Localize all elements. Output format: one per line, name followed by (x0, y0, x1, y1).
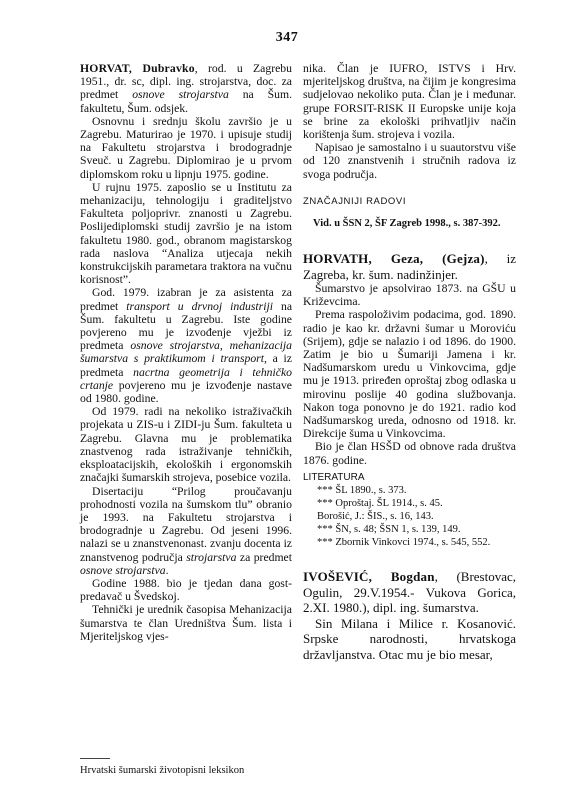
text-emphasis: transport u drvnoj industriji (126, 299, 273, 313)
spacer (303, 549, 516, 569)
footer: Hrvatski šumarski životopisni leksikon (80, 765, 245, 776)
text-emphasis: osnove strojarstva, mehanizacija šumarstva s praktikumom i transport (80, 339, 293, 366)
literature-item: *** ŠN, s. 48; ŠSN 1, s. 139, 149. (317, 524, 461, 536)
entry-intro: , rod. u Zagrebu 1951., dr. sc, dipl. ing. strojarstva, doc. za predmet (80, 62, 292, 102)
entry-intro-emphasis: osnove strojarstva (132, 88, 229, 102)
paragraph: Bio je član HSŠD od obnove rada društva 1876. godine. (303, 440, 516, 467)
entry-intro: , (Brestovac, Ogulin, 29.V.1954.- Vukova Gorica, 2.XI. 1980.), dipl. ing. šumarstva. (303, 569, 516, 616)
text-run: God. 1979. izabran je za asistenta za predmet (80, 286, 292, 313)
reference: Vid. u ŠSN 2, ŠF Zagreb 1998., s. 387-392. (313, 218, 501, 230)
paragraph: Sin Milana i Milice r. Kosanović. Srpske narodnosti, hrvatskoga državljanstva. Otac mu je bio mesar, (303, 615, 516, 662)
paragraph (80, 485, 292, 577)
literature-item: *** ŠL 1890., s. 373. (317, 485, 407, 497)
text-run: na Šum. fakultetu u Zagrebu. Iste godine povjereno mu je izvođenje vježbi iz predmeta (80, 299, 292, 353)
literature-item: *** Oproštaj. ŠL 1914., s. 45. (317, 498, 443, 510)
paragraph: Napisao je samostalno i u suautorstvu više od 120 znanstvenih i stručnih radova iz svoga područja. (303, 141, 516, 181)
spacer (303, 231, 516, 251)
section-label: ZNAČAJNIJI RADOVI (303, 195, 407, 207)
literature-item: Borošić, J.: ŠIS., s. 16, 143. (317, 511, 434, 523)
entry-ivosevic-bogdan-heading (303, 569, 516, 616)
text-run: , a iz predmeta (80, 352, 292, 379)
left-column (80, 62, 292, 643)
page-number: 347 (275, 30, 299, 45)
text-emphasis: osnove strojarstva (80, 563, 166, 577)
text-run: Disertaciju “Prilog proučavanju prohodnosti vozila na šumskom tlu” obranio je 1993. na Fakultetu strojarstva i brodogradnje u Zagrebu. Od jeseni 1996. nalazi se u znanstvenonast. zvanju docenta iz znanstvenog područja (80, 484, 292, 564)
right-column (303, 62, 516, 662)
text-emphasis: strojarstva (186, 550, 237, 564)
entry-name: HORVATH, Geza, (Gejza) (303, 251, 485, 267)
paragraph: Osnovnu i srednju školu završio je u Zagrebu. Maturirao je 1970. i upisuje studij na Fakultetu strojarstva i brodogradnje Sveuč. u Zagrebu. Diplomirao je u prvom diplomskom roku u lipnju 1975. godine. (80, 114, 292, 181)
paragraph: Šumarstvo je apsolvirao 1873. na GŠU u Križevcima. (303, 282, 516, 309)
text-run: povjereno mu je izvođenje nastave od 1980. godine. (80, 378, 292, 406)
paragraph: nika. Član je IUFRO, ISTVS i Hrv. mjeriteljskog društva, na čijim je kongresima sudjelovao nekoliko puta. Član je i međunar. grupe FORSIT-RISK II Europske unije koja se brine za ekološki prihvatljiv način korištenja šum. strojeva i vozila. (303, 62, 516, 142)
entry-intro-tail: na Šum. fakultetu, Šum. odsjek. (80, 88, 292, 115)
literature-label: LITERATURA (303, 471, 365, 483)
entry-name: HORVAT, Dubravko (80, 62, 195, 75)
literature-list (303, 484, 516, 549)
entry-horvath-geza-heading (303, 251, 516, 282)
footer-divider (80, 758, 110, 759)
entry-intro: , iz Zagreba, kr. šum. nadinžinjer. (303, 251, 517, 282)
entry-horvat-dubravko-heading (80, 62, 292, 115)
text-run: . (165, 563, 169, 577)
paragraph: Godine 1988. bio je tjedan dana gost-predavač u Švedskoj. (80, 576, 292, 604)
entry-name: IVOŠEVIĆ, Bogdan (303, 569, 435, 585)
literature-item: *** Zbornik Vinkovci 1974., s. 545, 552. (317, 537, 491, 549)
paragraph: U rujnu 1975. zaposlio se u Institutu za mehanizaciju, tehnologiju i graditeljstvo Fakulteta poljoprivr. znanosti u Zagrebu. Poslijediplomski studij završio je na istom fakultetu 1980. god., obranom magistarskog rada naslova “Analiza utjecaja nekih konstrukcijskih parametara traktora na vučnu korisnost”. (80, 180, 292, 287)
text-run: za predmet (236, 550, 292, 564)
paragraph (80, 286, 292, 405)
paragraph: Tehnički je urednik časopisa Mehanizacija šumarstva te član Uredništva Šum. lista i Mjeriteljskog vjes- (80, 603, 292, 643)
paragraph: Prema raspoloživim podacima, god. 1890. radio je kao kr. državni šumar u Moroviću (Srijem), gdje se nalazio i od 1896. do 1900. Zatim je bio u Šumariji Jamena i kr. Nadšumarskom uredu u Vinkovcima, gdje mu je 1913. priređen oproštaj zbog odlaska u mirovinu poslije 40 godina službovanja. Nakon toga ponovno je do 1921. radio kod Nadšumarskog ureda, odnosno od 1918. kr. Direkcije šuma u Vinkovcima. (303, 308, 516, 441)
paragraph: Od 1979. radi na nekoliko istraživačkih projekata u ZIS-u i ZIDI-ju Šum. fakulteta u Zagrebu. Glavna mu je problematika znastvenog rada istraživanje tehničkih, eksploatacijskih, ekoloških i ergonomskih značajki šumarskih strojeva, posebice vozila. (80, 405, 292, 485)
text-emphasis: nacrtna geometrija i tehničko crtanje (80, 365, 292, 392)
